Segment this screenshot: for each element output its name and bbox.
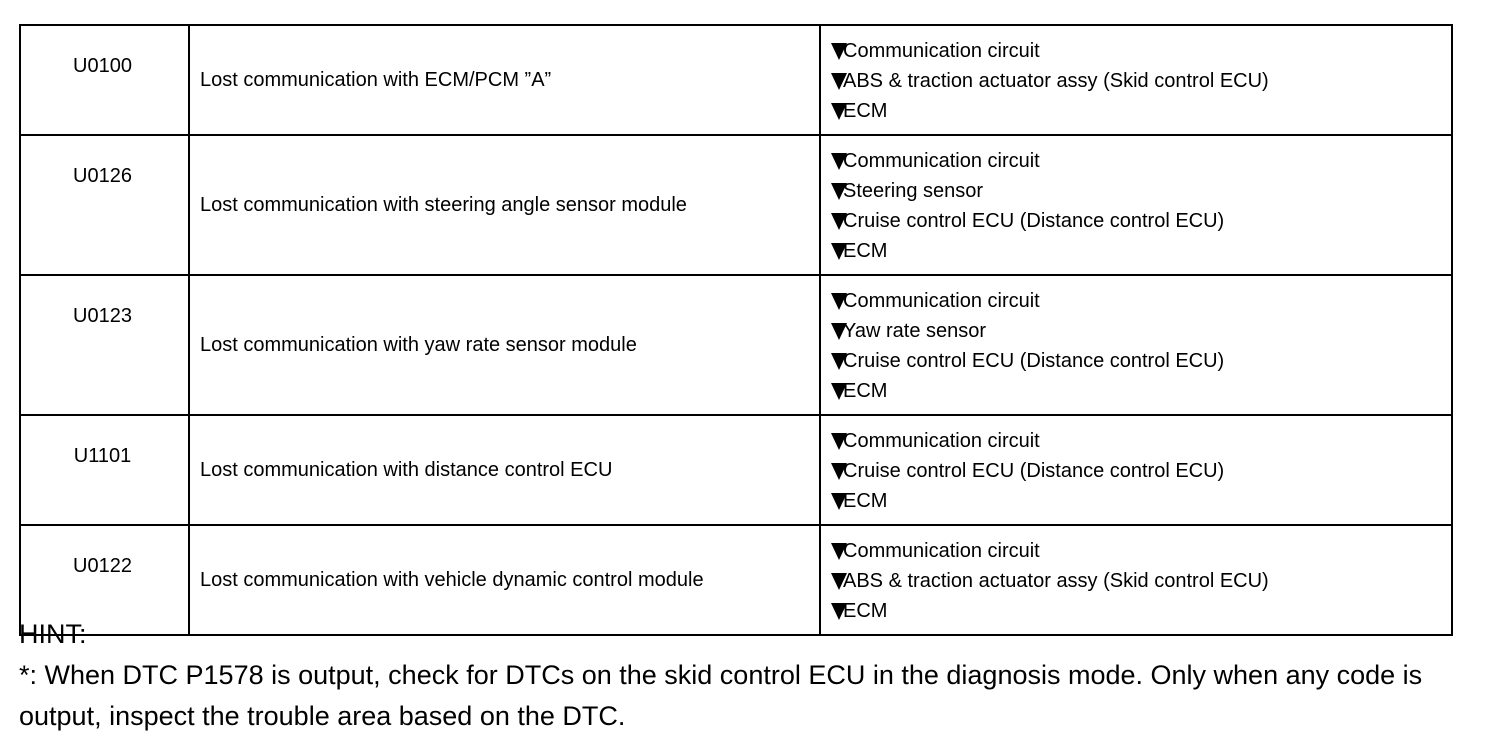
dtc-code: U0126 xyxy=(73,165,132,187)
dtc-code-cell xyxy=(20,135,189,275)
trouble-area-label: Cruise control ECU (Distance control ECU) xyxy=(843,350,1225,372)
trouble-area-label: ECM xyxy=(843,240,888,262)
trouble-area-label: ABS & traction actuator assy (Skid control ECU) xyxy=(843,70,1269,92)
trouble-area-label: Communication circuit xyxy=(843,430,1040,452)
trouble-area-label: Cruise control ECU (Distance control ECU) xyxy=(843,460,1225,482)
trouble-area-label: ECM xyxy=(843,600,888,622)
trouble-area-item xyxy=(831,176,1451,206)
dtc-code: U0100 xyxy=(73,55,132,77)
trouble-area-item xyxy=(831,236,1451,266)
trouble-area-cell xyxy=(820,275,1452,415)
trouble-area-item xyxy=(831,486,1451,516)
trouble-area-cell xyxy=(820,135,1452,275)
dtc-description: Lost communication with steering angle sensor module xyxy=(189,135,820,275)
trouble-area-item xyxy=(831,66,1451,96)
trouble-area-label: Communication circuit xyxy=(843,540,1040,562)
dtc-table xyxy=(19,24,1453,636)
dtc-code: U1101 xyxy=(73,445,132,467)
dtc-code: U0122 xyxy=(73,555,132,577)
trouble-area-item xyxy=(831,286,1451,316)
dtc-description: Lost communication with yaw rate sensor module xyxy=(189,275,820,415)
dtc-description: Lost communication with distance control ECU xyxy=(189,415,820,525)
trouble-area-cell xyxy=(820,415,1452,525)
dtc-code-cell xyxy=(20,415,189,525)
dtc-code: U0123 xyxy=(73,305,132,327)
trouble-area-item xyxy=(831,36,1451,66)
trouble-area-item xyxy=(831,316,1451,346)
dtc-table-body xyxy=(20,25,1452,635)
trouble-area-item xyxy=(831,96,1451,126)
dtc-description: Lost communication with vehicle dynamic control module xyxy=(189,525,820,635)
trouble-area-item xyxy=(831,566,1451,596)
trouble-area-item xyxy=(831,376,1451,406)
dtc-code-cell xyxy=(20,25,189,135)
trouble-area-item xyxy=(831,206,1451,236)
dtc-code-cell xyxy=(20,275,189,415)
trouble-area-cell xyxy=(820,25,1452,135)
table-row xyxy=(20,135,1452,275)
table-row xyxy=(20,415,1452,525)
trouble-area-label: ABS & traction actuator assy (Skid control ECU) xyxy=(843,570,1269,592)
hint-heading: HINT: xyxy=(19,619,87,649)
trouble-area-label: Communication circuit xyxy=(843,290,1040,312)
hint-block xyxy=(19,614,1479,737)
table-row xyxy=(20,275,1452,415)
trouble-area-item xyxy=(831,536,1451,566)
trouble-area-label: Communication circuit xyxy=(843,40,1040,62)
trouble-area-item xyxy=(831,426,1451,456)
trouble-area-label: ECM xyxy=(843,490,888,512)
hint-text: *: When DTC P1578 is output, check for DTCs on the skid control ECU in the diagnosis mode. Only when any code is output, inspect the trouble area based on the DTC. xyxy=(19,660,1423,731)
trouble-area-label: Communication circuit xyxy=(843,150,1040,172)
trouble-area-item xyxy=(831,146,1451,176)
trouble-area-label: Yaw rate sensor xyxy=(843,320,987,342)
trouble-area-label: ECM xyxy=(843,100,888,122)
dtc-description: Lost communication with ECM/PCM ”A” xyxy=(189,25,820,135)
table-row xyxy=(20,25,1452,135)
trouble-area-label: Steering sensor xyxy=(843,180,984,202)
trouble-area-item xyxy=(831,346,1451,376)
trouble-area-label: Cruise control ECU (Distance control ECU) xyxy=(843,210,1225,232)
trouble-area-item xyxy=(831,456,1451,486)
trouble-area-label: ECM xyxy=(843,380,888,402)
